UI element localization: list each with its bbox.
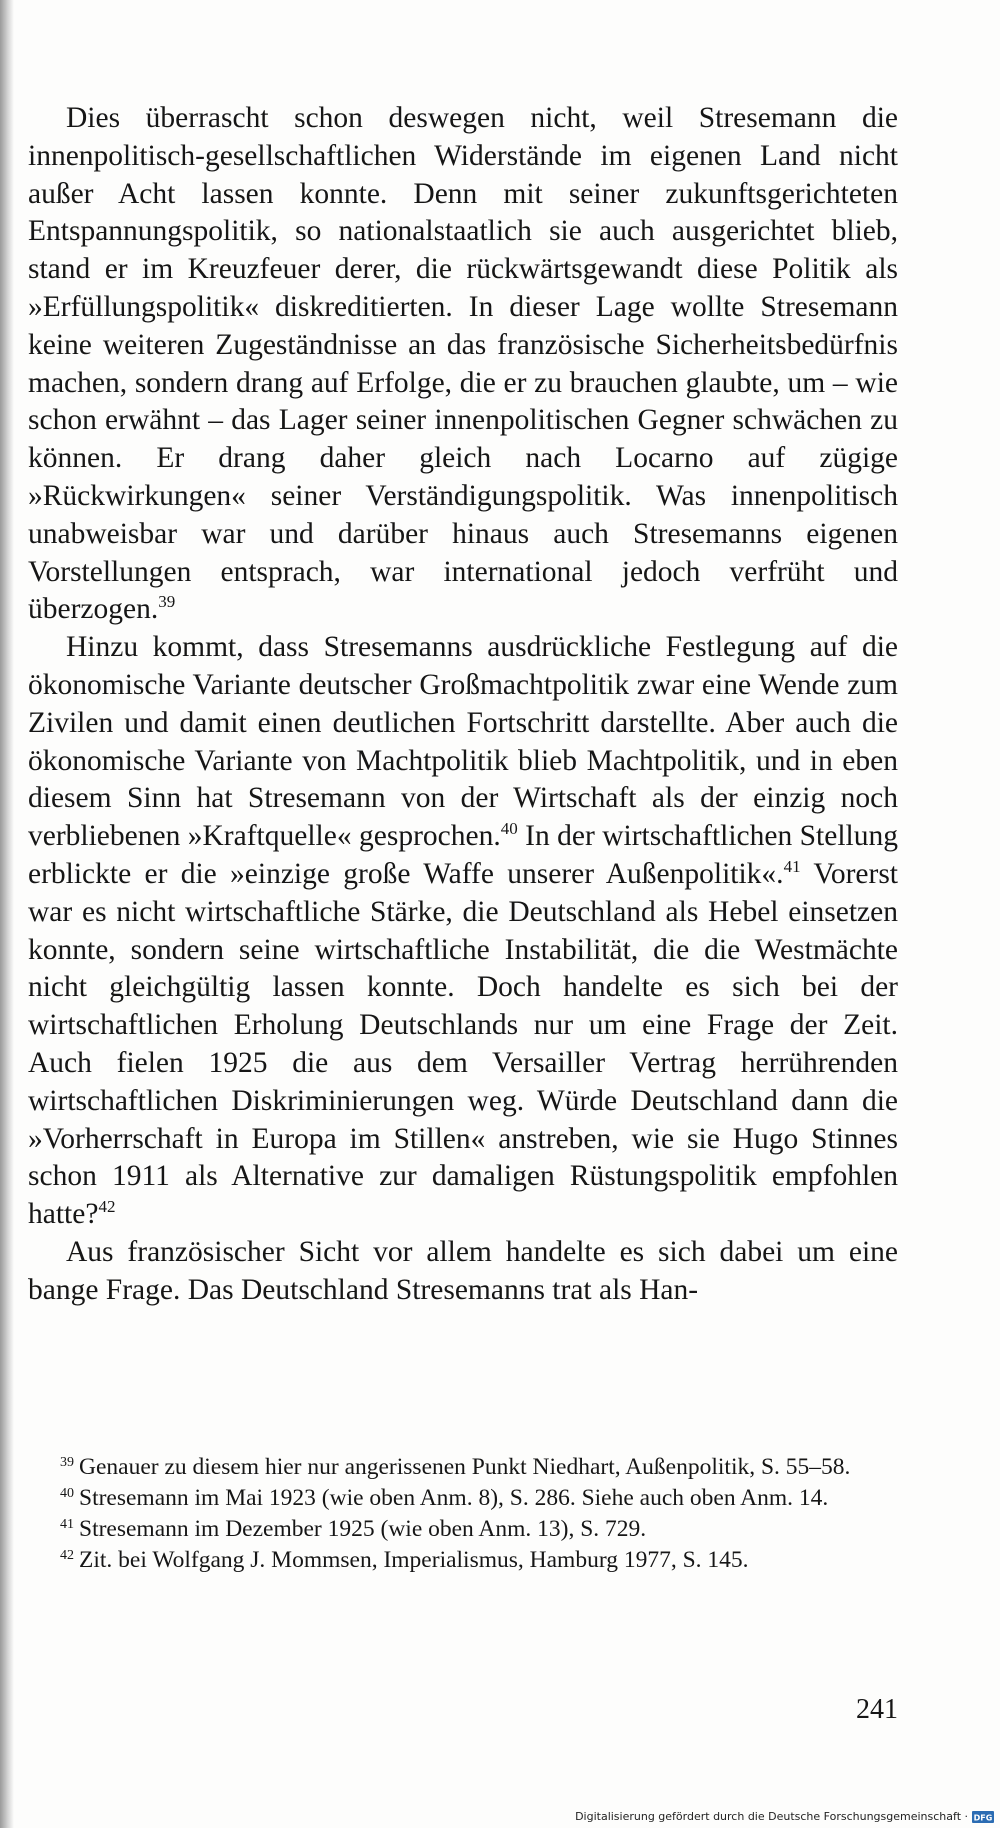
footnote-number: 39 <box>60 1455 74 1470</box>
footnote-ref-39[interactable]: 39 <box>158 592 176 612</box>
dfg-logo-icon <box>972 1811 994 1823</box>
main-text <box>28 100 898 1310</box>
page-number: 241 <box>856 1694 898 1725</box>
footnote-ref-42[interactable]: 42 <box>98 1197 116 1217</box>
footnote-42 <box>28 1545 898 1576</box>
paragraph-2-part-1: Hinzu kommt, dass Stresemanns ausdrückliche Festlegung auf die ökonomische Variante deutscher Großmachtpolitik zwar eine Wende zum Zivilen und damit einen deutlichen Fortschritt darstellte. Aber auch die ökonomische Variante von Machtpolitik blieb Machtpolitik, und in eben diesem Sinn hat Stresemann von der Wirtschaft als der einzig noch verbliebenen »Kraftquelle« gesprochen. <box>28 631 898 853</box>
paragraph-3 <box>28 1234 898 1310</box>
paragraph-1 <box>28 100 898 629</box>
footnote-number: 41 <box>60 1517 74 1532</box>
footnote-39 <box>28 1452 898 1483</box>
footnote-40 <box>28 1483 898 1514</box>
footnotes <box>28 1452 898 1576</box>
paragraph-2-part-2: In der wirtschaftlichen Stellung erblickte er die »einzige große Waffe unserer Außenpolitik«. <box>28 820 898 890</box>
footnote-text: Zit. bei Wolfgang J. Mommsen, Imperialismus, Hamburg 1977, S. 145. <box>79 1547 749 1573</box>
footnote-41 <box>28 1514 898 1545</box>
footnote-text: Stresemann im Mai 1923 (wie oben Anm. 8), S. 286. Siehe auch oben Anm. 14. <box>79 1485 829 1511</box>
paragraph-3-text: Aus französischer Sicht vor allem handelte es sich dabei um eine bange Frage. Das Deutschland Stresemanns trat als Han- <box>28 1235 898 1306</box>
footnote-ref-40[interactable]: 40 <box>500 819 518 839</box>
footnote-text: Genauer zu diesem hier nur angerissenen Punkt Niedhart, Außenpolitik, S. 55–58. <box>79 1454 851 1480</box>
footnote-ref-41[interactable]: 41 <box>783 856 801 876</box>
paragraph-2-part-3: Vorerst war es nicht wirtschaftliche Stärke, die Deutschland als Hebel einsetzen konnte, sondern seine wirtschaftliche Instabilität, die die Westmächte nicht gleichgültig lassen konnte. Doch handelte es sich bei der wirtschaftlichen Erholung Deutschlands nur um eine Frage der Zeit. Auch fielen 1925 die aus dem Versailler Vertrag herrührenden wirtschaftlichen Diskriminierungen weg. Würde Deutschland dann die »Vorherrschaft in Europa im Stillen« anstreben, wie sie Hugo Stinnes schon 1911 als Alternative zur damaligen Rüstungspolitik empfohlen hatte? <box>28 857 898 1231</box>
footnote-number: 40 <box>60 1486 74 1501</box>
spine-shadow <box>0 0 14 1828</box>
footnote-text: Stresemann im Dezember 1925 (wie oben Anm. 13), S. 729. <box>79 1516 647 1542</box>
paragraph-1-text: Dies überrascht schon deswegen nicht, weil Stresemann die innenpolitisch-gesellschaftlichen Widerstände im eigenen Land nicht außer Acht lassen konnte. Denn mit seiner zukunftsgerichteten Entspannungspolitik, so nationalstaatlich sie auch ausgerichtet blieb, stand er im Kreuzfeuer derer, die rückwärtsgewandt diese Politik als »Erfüllungspolitik« diskreditierten. In dieser Lage wollte Stresemann keine weiteren Zugeständnisse an das französische Sicherheitsbedürfnis machen, sondern drang auf Erfolge, die er zu brauchen glaubte, um – wie schon erwähnt – das Lager seiner innenpolitischen Gegner schwächen zu können. Er drang daher gleich nach Locarno auf zügige »Rückwirkungen« seiner Verständigungspolitik. Was innenpolitisch unabweisbar war und darüber hinaus auch Stresemanns eigenen Vorstellungen entsprach, war international jedoch verfrüht und überzogen. <box>28 102 898 626</box>
scan-credit-text: Digitalisierung gefördert durch die Deutsche Forschungsgemeinschaft · <box>575 1810 968 1823</box>
scan-credit <box>575 1810 994 1824</box>
footnote-number: 42 <box>60 1548 74 1563</box>
paragraph-2 <box>28 629 898 1234</box>
dfg-logo-text: DFG <box>973 1813 993 1823</box>
